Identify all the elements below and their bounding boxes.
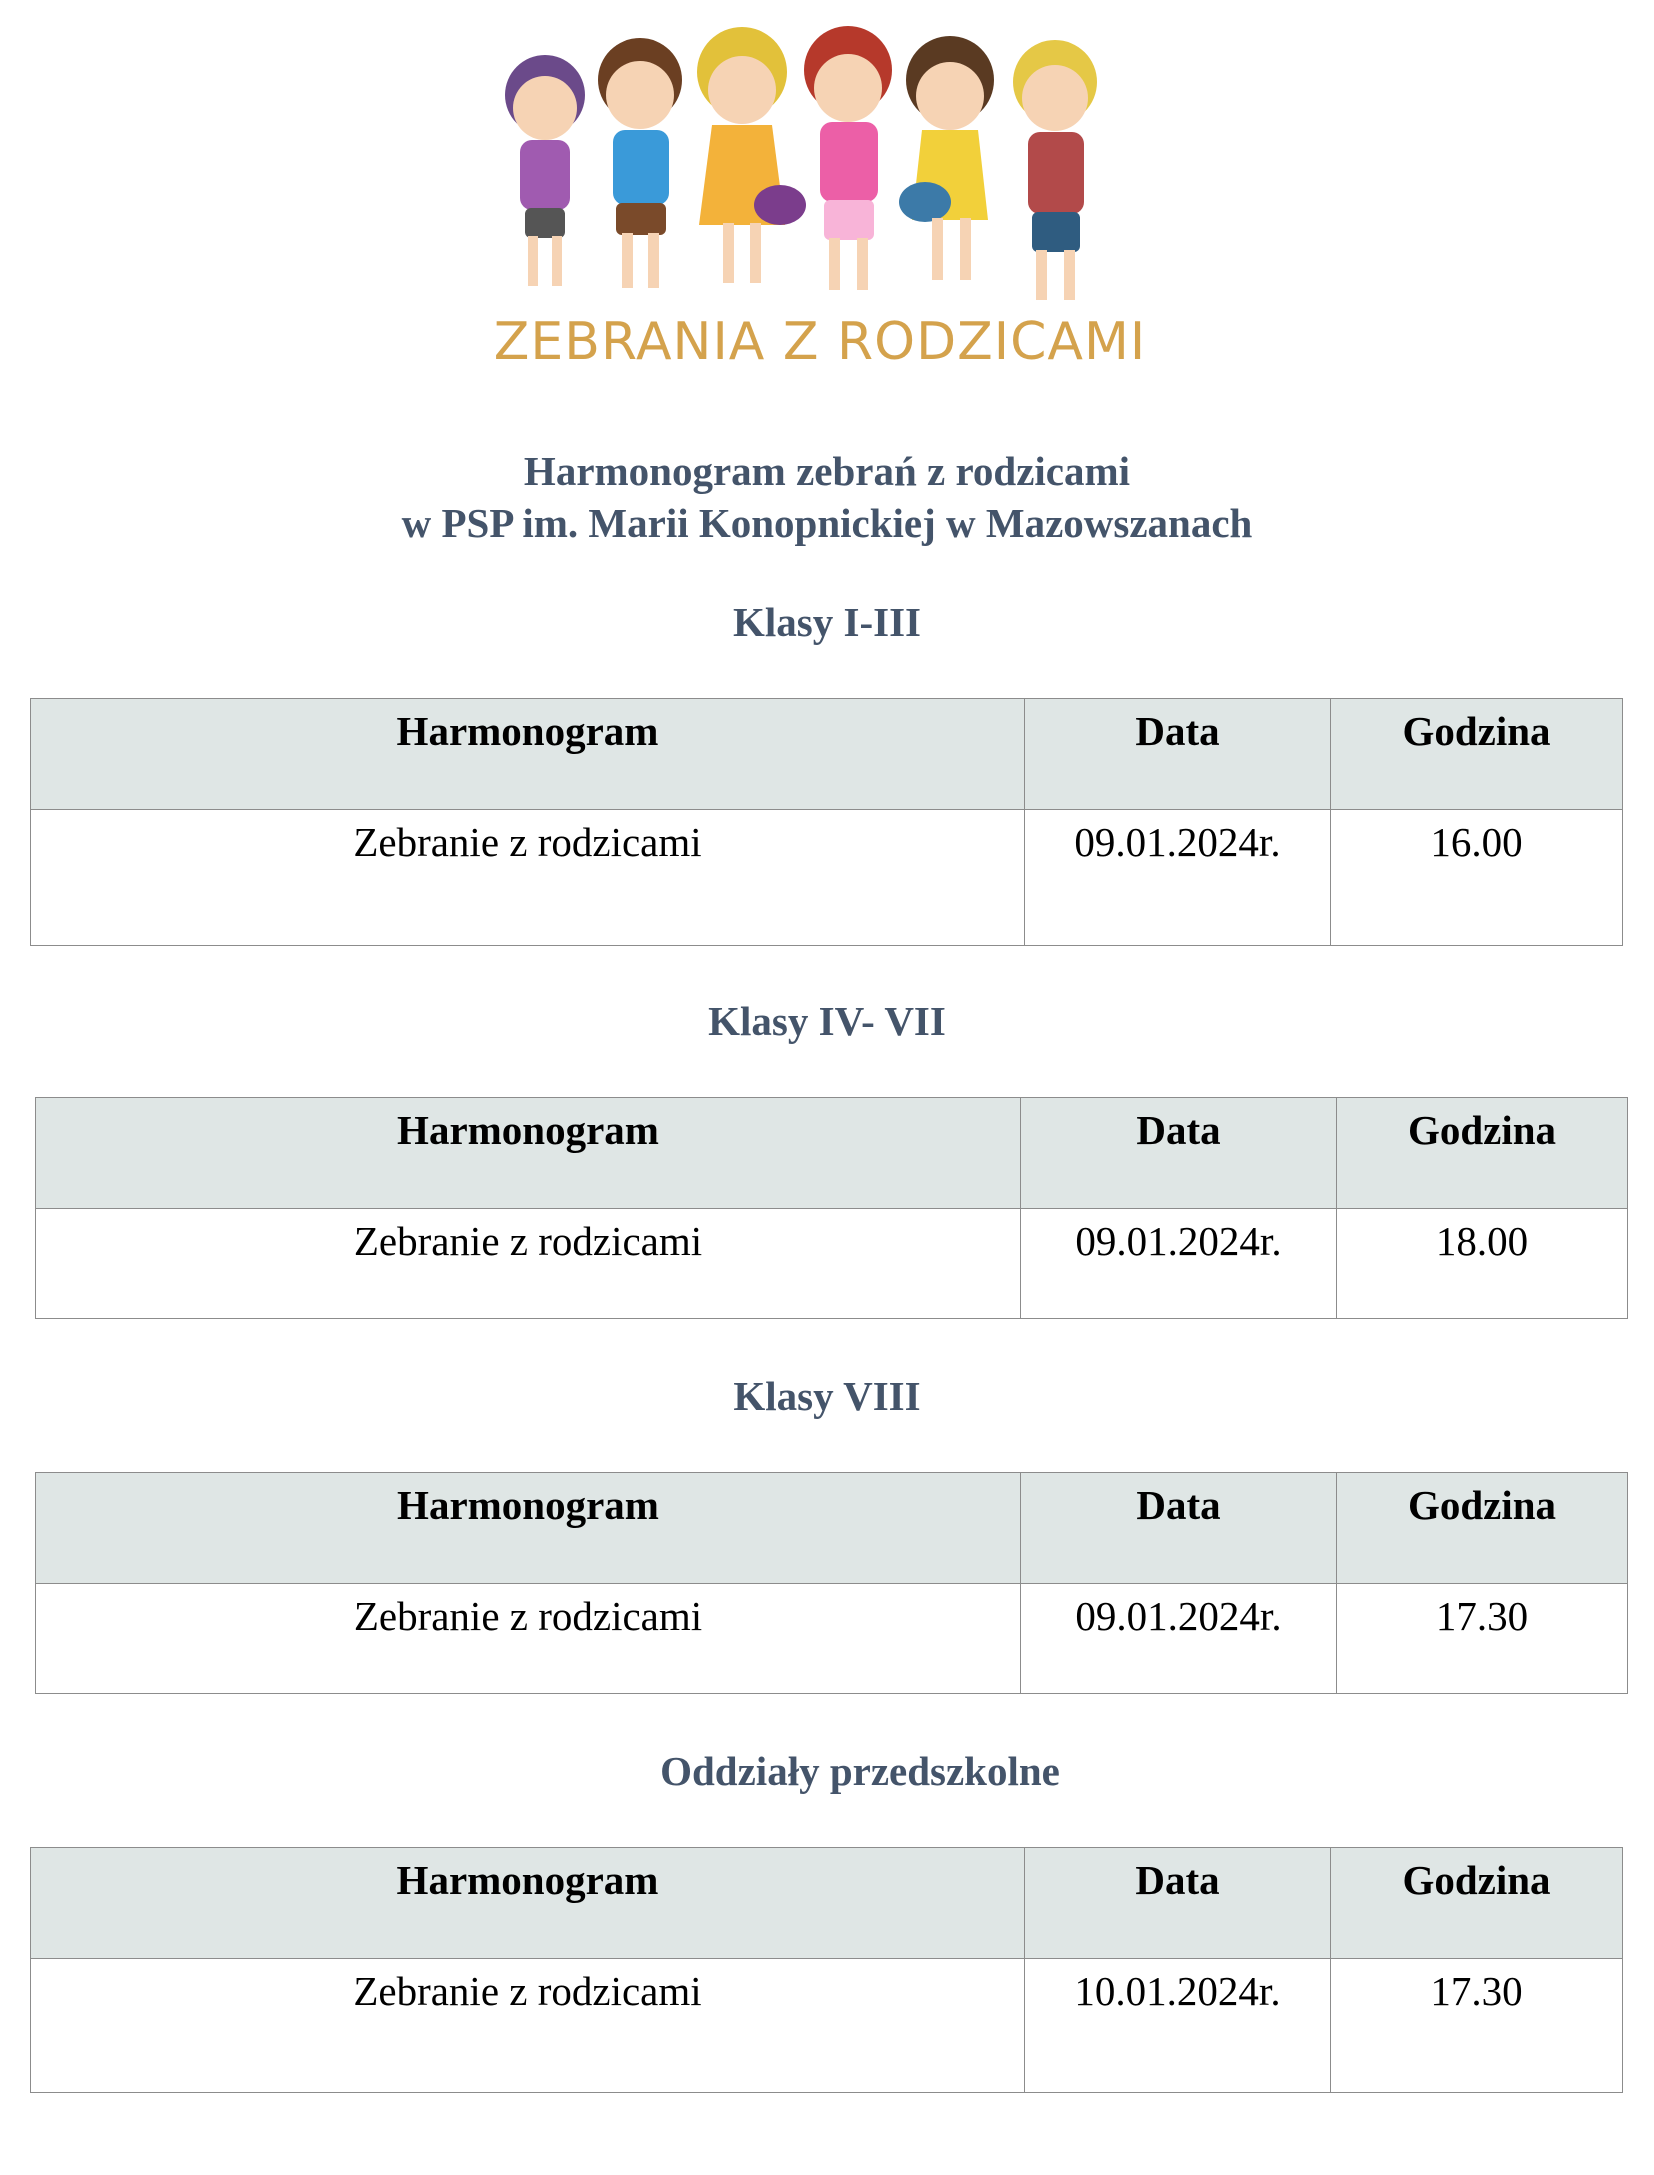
schedule-table-4: [30, 1847, 1623, 2093]
column-header-data: Data: [1021, 1098, 1337, 1209]
table-row: [31, 810, 1623, 946]
cell-event: Zebranie z rodzicami: [31, 810, 1025, 946]
cell-time: 16.00: [1331, 810, 1623, 946]
cell-date: 09.01.2024r.: [1025, 810, 1331, 946]
cell-event: Zebranie z rodzicami: [36, 1584, 1021, 1694]
cell-event: Zebranie z rodzicami: [36, 1209, 1021, 1319]
column-header-harmonogram: Harmonogram: [31, 1848, 1025, 1959]
page-title: [0, 445, 1654, 549]
column-header-data: Data: [1025, 1848, 1331, 1959]
cell-time: 17.30: [1331, 1959, 1623, 2093]
table-header-row: [31, 1848, 1623, 1959]
column-header-data: Data: [1025, 699, 1331, 810]
cell-date: 09.01.2024r.: [1021, 1209, 1337, 1319]
banner: [480, 20, 1160, 380]
page-title-line-2: w PSP im. Marii Konopnickiej w Mazowszanach: [401, 500, 1253, 546]
table-header-row: [36, 1098, 1628, 1209]
column-header-godzina: Godzina: [1337, 1098, 1628, 1209]
column-header-data: Data: [1021, 1473, 1337, 1584]
table-header-row: [36, 1473, 1628, 1584]
section-title-2: Klasy IV- VII: [708, 998, 946, 1044]
table-row: [36, 1584, 1628, 1694]
page-title-line-1: Harmonogram zebrań z rodzicami: [523, 448, 1131, 494]
column-header-godzina: Godzina: [1331, 1848, 1623, 1959]
schedule-table-3: [35, 1472, 1628, 1694]
section-title-4: Oddziały przedszkolne: [660, 1748, 1060, 1794]
cell-time: 18.00: [1337, 1209, 1628, 1319]
table-row: [36, 1209, 1628, 1319]
schedule-table-1: [30, 698, 1623, 946]
child-3: [697, 27, 806, 283]
schedule-table-2: [35, 1097, 1628, 1319]
column-header-godzina: Godzina: [1331, 699, 1623, 810]
banner-title: ZEBRANIA Z RODZICAMI: [493, 312, 1147, 372]
child-5: [899, 36, 994, 280]
child-1: [505, 55, 585, 286]
child-2: [598, 38, 682, 288]
section-title-1: Klasy I-III: [733, 599, 921, 645]
column-header-harmonogram: Harmonogram: [36, 1473, 1021, 1584]
child-6: [1013, 40, 1097, 300]
table-header-row: [31, 699, 1623, 810]
cell-time: 17.30: [1337, 1584, 1628, 1694]
table-row: [31, 1959, 1623, 2093]
kids-holding-hands-illustration: [480, 20, 1160, 320]
section-title-3: Klasy VIII: [733, 1373, 921, 1419]
cell-date: 09.01.2024r.: [1021, 1584, 1337, 1694]
column-header-harmonogram: Harmonogram: [31, 699, 1025, 810]
child-4: [804, 26, 892, 290]
cell-event: Zebranie z rodzicami: [31, 1959, 1025, 2093]
column-header-godzina: Godzina: [1337, 1473, 1628, 1584]
column-header-harmonogram: Harmonogram: [36, 1098, 1021, 1209]
cell-date: 10.01.2024r.: [1025, 1959, 1331, 2093]
